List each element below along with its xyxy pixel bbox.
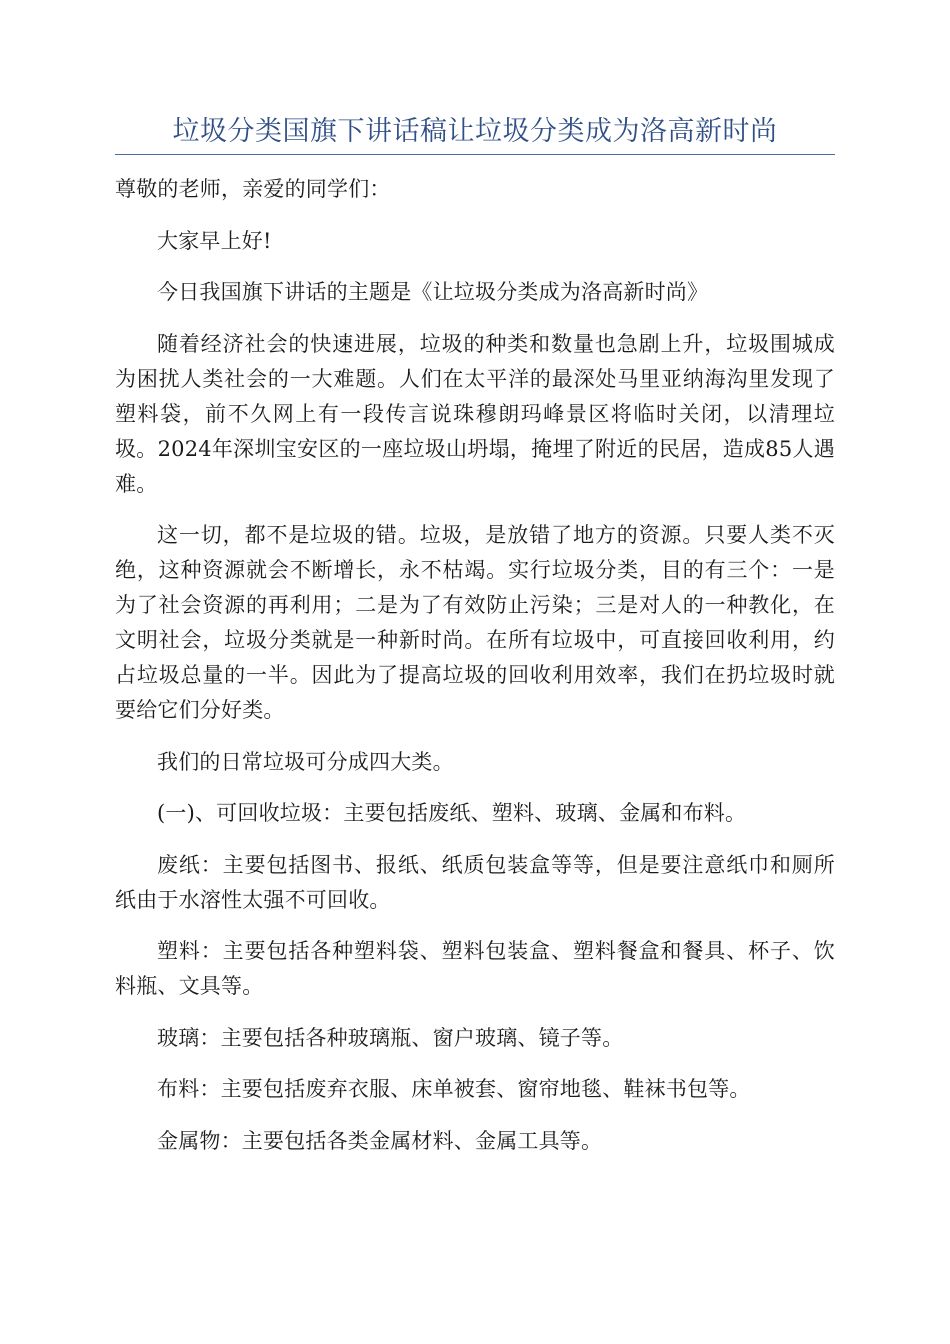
topic-paragraph: 今日我国旗下讲话的主题是《让垃圾分类成为洛高新时尚》: [157, 280, 709, 304]
title-underline: [115, 154, 835, 155]
body-paragraph: 这一切，都不是垃圾的错。垃圾，是放错了地方的资源。只要人类不灭绝，这种资源就会不断增长，永不枯竭。实行垃圾分类，目的有三个：一是为了社会资源的再利用；二是为了有效防止污染；三是对人的一种教化，在文明社会，垃圾分类就是一种新时尚。在所有垃圾中，可直接回收利用，约占垃圾总量的一半。因此为了提高垃圾的回收利用效率，我们在扔垃圾时就要给它们分好类。: [115, 523, 835, 722]
document-body: [115, 172, 835, 1175]
salutation-paragraph: 尊敬的老师，亲爱的同学们：: [115, 177, 391, 201]
category-heading: (一)、可回收垃圾：主要包括废纸、塑料、玻璃、金属和布料。: [157, 801, 747, 825]
body-paragraph: 我们的日常垃圾可分成四大类。: [157, 749, 454, 774]
list-item-cloth: 布料：主要包括废弃衣服、床单被套、窗帘地毯、鞋袜书包等。: [157, 1077, 751, 1101]
greeting-paragraph: 大家早上好!: [157, 228, 272, 253]
list-item-plastic: 塑料：主要包括各种塑料袋、塑料包装盒、塑料餐盒和餐具、杯子、饮料瓶、文具等。: [115, 939, 835, 998]
list-item-glass: 玻璃：主要包括各种玻璃瓶、窗户玻璃、镜子等。: [157, 1025, 624, 1050]
body-paragraph: 随着经济社会的快速进展，垃圾的种类和数量也急剧上升，垃圾围城成为困扰人类社会的一大难题。人们在太平洋的最深处马里亚纳海沟里发现了塑料袋，前不久网上有一段传言说珠穆朗玛峰景区将临时关闭，以清理垃圾。2024年深圳宝安区的一座垃圾山坍塌，掩埋了附近的民居，造成85人遇难。: [115, 331, 835, 496]
document-title: 垃圾分类国旗下讲话稿让垃圾分类成为洛高新时尚: [172, 116, 778, 147]
list-item-paper: 废纸：主要包括图书、报纸、纸质包装盒等等，但是要注意纸巾和厕所纸由于水溶性太强不可回收。: [115, 852, 835, 912]
list-item-metal: 金属物：主要包括各类金属材料、金属工具等。: [157, 1128, 603, 1153]
